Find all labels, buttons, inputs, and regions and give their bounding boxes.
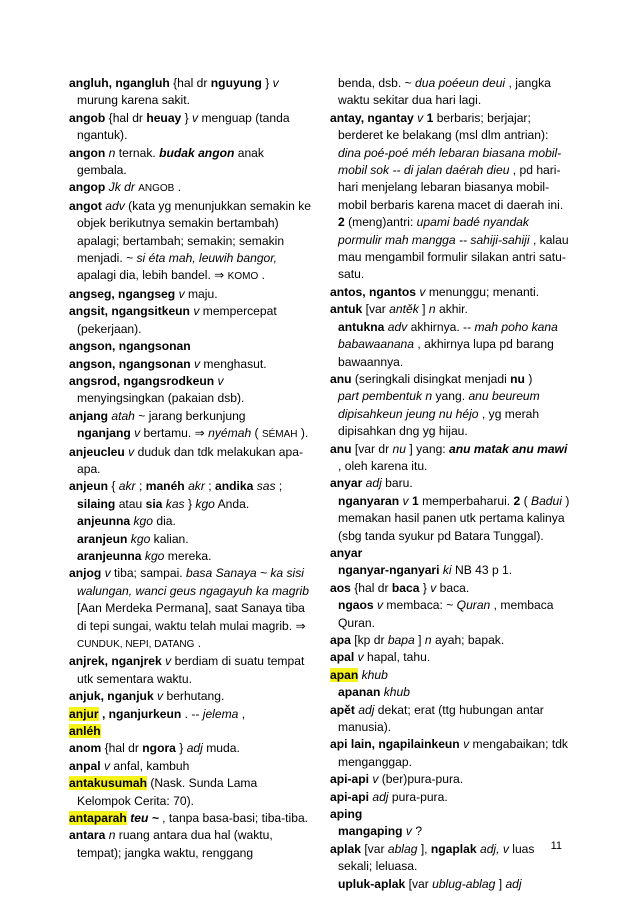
headword: aranjeunna — [77, 548, 142, 563]
headword: apa — [330, 633, 351, 647]
headword: angseg, ngangseg — [69, 286, 176, 301]
dictionary-entry — [69, 338, 311, 355]
dictionary-entry — [330, 371, 572, 388]
entry-text: berbaris; berjajar; berderet ke belakang (msl dlm antrian): — [338, 110, 549, 143]
entry-text: v — [165, 654, 172, 669]
dictionary-entry — [330, 649, 572, 666]
entry-text: v — [194, 356, 201, 371]
entry-text: muda. — [206, 741, 240, 756]
headword: anjeucleu — [69, 444, 125, 459]
entry-text: n — [108, 828, 116, 843]
entry-text: ] yang: — [409, 441, 450, 456]
dictionary-entry — [69, 179, 311, 197]
headword: anjeun — [69, 479, 108, 494]
entry-text: (seringkali disingkat menjadi — [354, 371, 511, 386]
entry-text: ) — [528, 371, 533, 386]
dictionary-entry — [330, 545, 572, 562]
headword: antos, ngantos — [330, 284, 417, 299]
headword: angson, ngangsonan — [69, 356, 191, 371]
entry-text: adj — [358, 702, 375, 717]
entry-text: CUNDUK, NEPI, DATANG — [77, 639, 195, 650]
entry-text: , akhirnya lupa pd barang bawaannya. — [338, 337, 554, 369]
entry-text: v — [217, 373, 224, 388]
entry-text: bertamu. ⇒ — [143, 426, 209, 441]
entry-text: khub — [361, 667, 388, 682]
headword: 1 — [411, 493, 419, 508]
entry-text: ayah; bapak. — [434, 633, 505, 647]
entry-text: . — [197, 636, 202, 650]
headword: nganyar-nganyari — [338, 563, 440, 578]
dictionary-entry — [69, 478, 311, 495]
entry-text: v — [463, 737, 470, 752]
entry-text: adv — [387, 319, 408, 334]
entry-text: mempercepat (pekerjaan). — [77, 304, 277, 336]
page-number: 11 — [550, 840, 562, 852]
dictionary-entry — [330, 597, 572, 632]
entry-text: v — [134, 426, 141, 441]
headword: mangaping — [338, 824, 403, 839]
entry-text: } — [179, 741, 187, 756]
entry-text: kgo — [144, 548, 165, 563]
entry-text: v — [104, 566, 111, 581]
entry-text: maju. — [187, 286, 218, 301]
headword: anjur — [69, 706, 99, 721]
dictionary-entry — [69, 548, 311, 565]
headword: angsrod, ngangsrodkeun — [69, 373, 215, 388]
headword: anpal — [69, 758, 101, 773]
dictionary-entry — [69, 286, 311, 303]
dictionary-entry — [330, 684, 572, 701]
headword: api-api — [330, 772, 369, 787]
entry-text: (meng)antri: — [348, 215, 417, 230]
entry-text: [Aan Merdeka Permana], saat Sanaya tiba di tepi sungai, waktu telah mulai magrib. ⇒ — [77, 601, 306, 633]
headword: antara — [69, 828, 106, 843]
entry-text: v — [417, 110, 424, 125]
entry-text: , oleh karena itu. — [338, 458, 428, 473]
headword: anyar — [330, 476, 363, 491]
headword: manéh — [145, 479, 185, 494]
headword: upluk-aplak — [338, 876, 406, 891]
headword: apan — [330, 667, 359, 682]
headword: apět — [330, 702, 355, 717]
entry-text: benda, dsb. ~ — [338, 76, 415, 90]
headword: apal — [330, 650, 355, 665]
dictionary-entry — [330, 301, 572, 318]
entry-text: khub — [383, 685, 410, 700]
entry-text: ruang antara dua hal (waktu, tempat); jangka waktu, renggang — [77, 828, 273, 860]
entry-text: menyingsingkan (pakaian dsb). — [77, 391, 245, 406]
entry-text: (ber)pura-pura. — [381, 772, 464, 787]
entry-text: v — [357, 650, 364, 665]
dictionary-entry — [69, 723, 311, 740]
entry-text: basa Sanaya ~ ka sisi walungan, wanci geus ngagayuh ka magrib — [77, 566, 309, 598]
entry-text: v — [430, 580, 437, 595]
entry-text: atah — [111, 408, 135, 423]
entry-text: jelema — [202, 706, 239, 721]
dictionary-entry — [330, 493, 572, 545]
entry-text: mereka. — [167, 548, 212, 563]
entry-text: v — [157, 689, 164, 704]
entry-text: ). — [300, 426, 309, 441]
entry-text: [var dr — [354, 441, 393, 456]
entry-text: baca. — [439, 580, 470, 595]
entry-text: kgo — [195, 496, 215, 511]
dictionary-entry — [330, 806, 572, 823]
entry-text: v — [372, 772, 379, 787]
entry-text: kas — [165, 496, 185, 511]
entry-text: ], — [420, 841, 431, 856]
dictionary-entry — [69, 565, 311, 653]
dictionary-entry — [330, 771, 572, 788]
headword: anu — [330, 441, 352, 456]
entry-text: Badui — [531, 493, 562, 508]
entry-text: ] — [422, 302, 429, 317]
dictionary-entry — [69, 75, 311, 110]
dictionary-entry — [69, 408, 311, 425]
headword: angot — [69, 198, 102, 213]
entry-text: v — [193, 304, 200, 319]
headword: nganyaran — [338, 493, 400, 508]
headword: andika — [214, 479, 254, 494]
entry-text: ; — [138, 479, 146, 494]
entry-text: {hal dr — [104, 741, 143, 756]
headword: angsit, ngangsitkeun — [69, 304, 190, 319]
entry-text: . — [261, 268, 265, 283]
dictionary-entry — [330, 319, 572, 371]
dictionary-entry — [330, 388, 572, 440]
entry-text: mengabaikan; tdk menganggap. — [338, 737, 568, 769]
entry-text: akr — [188, 479, 205, 494]
entry-text: ANGOB — [138, 183, 175, 195]
entry-text: kalian. — [153, 531, 189, 546]
dictionary-entry — [69, 810, 311, 827]
left-column — [69, 75, 311, 862]
dictionary-entry — [330, 876, 572, 893]
entry-text: SÉMAH — [261, 429, 298, 441]
entry-text: anak gembala. — [77, 145, 264, 178]
entry-text: ] — [418, 633, 425, 647]
dictionary-entry — [330, 841, 572, 876]
entry-text: v — [192, 110, 199, 125]
entry-text: n — [424, 633, 432, 647]
entry-text: akhir. — [438, 302, 468, 317]
entry-text: v — [272, 76, 279, 90]
headword: anjuk, nganjuk — [69, 689, 154, 704]
entry-text: Quran — [456, 598, 491, 613]
dictionary-entry — [330, 667, 572, 684]
headword: antay, ngantay — [330, 110, 414, 125]
entry-text: yang. — [435, 389, 469, 404]
entry-text: hapal, tahu. — [367, 650, 431, 665]
dictionary-entry — [69, 356, 311, 373]
headword: anjog — [69, 566, 102, 581]
headword: antaparah — [69, 811, 127, 826]
entry-text: ublug-ablag — [432, 876, 496, 891]
entry-text: (Nask. Sunda Lama Kelompok Cerita: 70). — [77, 776, 258, 808]
entry-text: [var — [408, 876, 433, 891]
dictionary-entry — [330, 823, 572, 840]
entry-text: (kata yg menunjukkan semakin ke objek berikutnya semakin bertambah) apalagi; bertambah; semakin; semakin menjadi. ~ — [77, 198, 312, 266]
entry-text: [kp dr — [354, 633, 388, 647]
dictionary-entry — [330, 789, 572, 806]
entry-text: budak angon — [159, 145, 235, 160]
headword: nguyung — [210, 76, 262, 90]
entry-text: , kalau mau mengambil formulir silakan antri satu-satu. — [338, 232, 569, 282]
dictionary-entry — [330, 475, 572, 492]
dictionary-entry — [69, 145, 311, 180]
entry-text: . -- — [184, 706, 203, 721]
entry-text: adj — [372, 789, 389, 804]
headword: angon — [69, 145, 106, 160]
headword: silaing — [77, 496, 116, 511]
entry-text: v — [402, 493, 409, 508]
entry-text: } — [422, 580, 431, 595]
entry-text: adj — [186, 741, 203, 756]
entry-text: ( — [254, 426, 259, 441]
dictionary-entry — [69, 496, 311, 513]
headword: angob — [69, 110, 106, 125]
headword: 2 — [513, 493, 521, 508]
dictionary-entry — [69, 740, 311, 757]
entry-text: berdiam di suatu tempat utk sementara waktu. — [77, 654, 305, 686]
entry-text: apalagi dia, lebih bandel. ⇒ — [77, 268, 228, 283]
entry-text: berhutang. — [166, 689, 225, 704]
entry-text: pura-pura. — [391, 789, 448, 804]
entry-text: v — [128, 444, 135, 459]
entry-text: , jangka waktu sekitar dua hari lagi. — [338, 76, 551, 108]
entry-text: memperbaharui. — [422, 493, 514, 508]
entry-text: menunggu; menanti. — [428, 284, 540, 299]
dictionary-entry — [69, 706, 311, 723]
headword: , nganjurkeun — [101, 706, 182, 721]
entry-text: adj — [505, 876, 522, 891]
entry-text: atau — [118, 496, 146, 511]
entry-text: adj — [365, 476, 382, 491]
entry-text: ki — [442, 563, 452, 578]
entry-text: ( — [523, 493, 528, 508]
headword: ngaplak — [430, 841, 477, 856]
headword: ngora — [142, 741, 176, 756]
entry-text: Anda. — [217, 496, 250, 511]
entry-text: {hal dr — [354, 580, 392, 595]
dictionary-entry — [330, 580, 572, 597]
entry-text: ternak. — [118, 145, 160, 160]
entry-text: } — [265, 76, 273, 90]
entry-text: Jk dr — [108, 180, 139, 195]
entry-text: , tanpa basa-basi; tiba-tiba. — [162, 811, 309, 826]
dictionary-entry — [69, 688, 311, 705]
entry-text: ? — [415, 824, 423, 839]
headword: antuk — [330, 302, 363, 317]
headword: anom — [69, 741, 102, 756]
dictionary-entry — [330, 75, 572, 110]
entry-text: luas sekali; leluasa. — [338, 841, 535, 874]
dictionary-entry — [69, 198, 311, 286]
entry-text: membaca: ~ — [386, 598, 457, 613]
entry-text: [var — [364, 841, 388, 856]
dictionary-entry — [330, 284, 572, 301]
entry-text: dina poé-poé méh lebaran biasana mobil-mobil sok -- di jalan daérah dieu — [338, 145, 562, 178]
entry-text: akr — [118, 479, 136, 494]
headword: angson, ngangsonan — [69, 339, 191, 354]
entry-text: } — [187, 496, 196, 511]
headword: angop — [69, 180, 106, 195]
entry-text: ~ jarang berkunjung — [138, 408, 246, 423]
entry-text: anu beureum dipisahkeun jeung nu héjo — [338, 389, 540, 421]
entry-text: ] — [498, 876, 506, 891]
entry-text: kgo — [133, 514, 153, 529]
entry-text: si éta mah, leuwih bangor, — [136, 251, 278, 266]
entry-text: akhirnya. -- — [410, 319, 475, 334]
entry-text: nu — [392, 441, 406, 456]
entry-text: tiba; sampai. — [114, 566, 186, 581]
dictionary-entry — [69, 425, 311, 443]
dictionary-entry — [69, 775, 311, 810]
headword: nu — [510, 371, 525, 386]
headword: antakusumah — [69, 776, 147, 791]
dictionary-entry — [69, 531, 311, 548]
headword: apanan — [338, 685, 381, 700]
entry-text: duduk dan tdk melakukan apa-apa. — [77, 444, 303, 476]
entry-text: menguap (tanda ngantuk). — [77, 110, 290, 143]
headword: aranjeun — [77, 531, 128, 546]
headword: api lain, ngapilainkeun — [330, 737, 460, 752]
entry-text: menghasut. — [203, 356, 267, 371]
entry-text: , pd hari-hari menjelang lebaran biasanya mobil-mobil berbaris karena macet di daerah ini. — [338, 163, 564, 212]
dictionary-entry — [69, 444, 311, 479]
headword: nganjang — [77, 426, 131, 441]
entry-text: ) memakan hasil panen utk pertama kalinya (sbg tanda syukur pd Batara Tunggal). — [338, 493, 570, 543]
entry-text: anu matak anu mawi — [449, 441, 568, 456]
entry-text: dua poéeun deui — [415, 76, 506, 90]
entry-text: . — [177, 180, 182, 195]
entry-text: {hal dr — [173, 76, 211, 90]
headword: anu — [330, 371, 352, 386]
entry-text: { — [111, 479, 116, 494]
dictionary-entry — [69, 758, 311, 775]
headword: anjang — [69, 408, 108, 423]
dictionary-entry — [69, 827, 311, 862]
entry-text: nyémah — [208, 426, 252, 441]
headword: anjeunna — [77, 514, 131, 529]
headword: sia — [145, 496, 163, 511]
headword: aplak — [330, 841, 361, 856]
entry-text: , yg merah dipisahkan dng yg hijau. — [338, 406, 540, 439]
dictionary-entry — [330, 441, 572, 476]
headword: anyar — [330, 545, 363, 560]
entry-text: , membaca Quran. — [338, 598, 554, 630]
dictionary-entry — [69, 653, 311, 688]
entry-text: [var — [365, 302, 390, 317]
headword: heuay — [146, 110, 182, 125]
headword: anjrek, nganjrek — [69, 654, 162, 669]
entry-text: dekat; erat (ttg hubungan antar manusia). — [338, 702, 544, 735]
dictionary-entry — [330, 702, 572, 737]
entry-text: mah poho kana babawaanana — [338, 319, 558, 352]
entry-text: bapa — [387, 633, 415, 647]
entry-text: {hal dr — [108, 110, 147, 125]
headword: anléh — [69, 724, 101, 739]
entry-text: teu ~ — [130, 811, 159, 826]
entry-text: anfal, kambuh — [113, 758, 190, 773]
dictionary-entry — [69, 303, 311, 338]
dictionary-entry — [69, 373, 311, 408]
entry-text: NB 43 p 1. — [454, 563, 513, 578]
headword: aos — [330, 580, 351, 595]
entry-text: KOMO — [227, 271, 259, 283]
entry-text: ; — [208, 479, 215, 494]
entry-text: adj, v — [479, 841, 509, 856]
entry-text: ; — [278, 479, 283, 494]
entry-text: kgo — [130, 531, 151, 546]
entry-text: adv — [105, 198, 125, 213]
headword: antukna — [338, 319, 385, 334]
headword: 1 — [426, 110, 434, 125]
entry-text: v — [419, 284, 426, 299]
headword: api-api — [330, 789, 369, 804]
entry-text: baru. — [385, 476, 413, 491]
headword: angluh, ngangluh — [69, 76, 170, 90]
right-column — [330, 75, 572, 893]
dictionary-entry — [330, 632, 572, 649]
entry-text: , — [241, 706, 246, 721]
entry-text: n — [108, 145, 116, 160]
entry-text: sas — [256, 479, 276, 494]
entry-text: v — [178, 286, 185, 301]
entry-text: v — [405, 824, 412, 839]
entry-text: } — [184, 110, 193, 125]
entry-text: ablag — [387, 841, 418, 856]
entry-text: dia. — [156, 514, 176, 529]
entry-text: v — [377, 598, 384, 613]
dictionary-entry — [69, 110, 311, 145]
dictionary-entry — [69, 513, 311, 530]
entry-text: part pembentuk n — [338, 389, 433, 404]
entry-text: n — [428, 302, 436, 317]
headword: 2 — [338, 215, 345, 230]
entry-text: v — [103, 758, 111, 773]
entry-text: murung karena sakit. — [77, 93, 190, 108]
dictionary-entry — [330, 110, 572, 284]
entry-text: antěk — [389, 302, 419, 317]
headword: ngaos — [338, 598, 374, 613]
headword: baca — [391, 580, 420, 595]
headword: aping — [330, 807, 363, 822]
dictionary-entry — [330, 736, 572, 771]
entry-text: upami badé nyandak pormulir mah mangga -- sahiji-sahiji — [338, 215, 530, 247]
dictionary-entry — [330, 562, 572, 579]
